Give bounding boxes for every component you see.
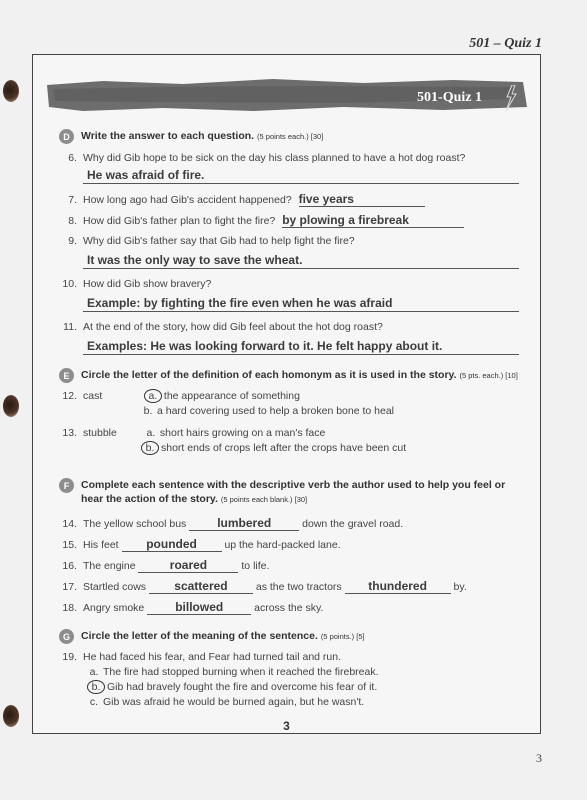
meaning-option: c. Gib was afraid he would be burned again, but he wasn't. bbox=[89, 696, 365, 708]
circled-option[interactable]: b. bbox=[87, 680, 105, 694]
answer-line: He was afraid of fire. bbox=[83, 167, 519, 184]
answer-blank: thundered bbox=[345, 579, 451, 594]
answer-line: Examples: He was looking forward to it. He felt happy about it. bbox=[83, 338, 519, 355]
answer-blank: billowed bbox=[147, 600, 251, 615]
question: 19. He had faced his fear, and Fear had turned tail and run. bbox=[62, 651, 342, 663]
section-heading: D Write the answer to each question. (5 points each.) [30] bbox=[59, 129, 529, 144]
question: 8. How did Gib's father plan to fight the fire? by plowing a firebreak bbox=[59, 213, 529, 228]
section-badge: F bbox=[59, 478, 74, 493]
meaning-option: a. The fire had stopped burning when it reached the firebreak. bbox=[89, 666, 379, 678]
section-g bbox=[59, 629, 529, 710]
question: 11. At the end of the story, how did Gib feel about the hot dog roast? bbox=[63, 321, 383, 333]
section-badge: G bbox=[59, 629, 74, 644]
section-badge: D bbox=[59, 129, 74, 144]
page-header-title: 501 – Quiz 1 bbox=[469, 36, 542, 51]
section-d bbox=[59, 129, 529, 355]
binder-hole bbox=[3, 705, 19, 727]
section-f bbox=[59, 478, 529, 615]
question: 6. Why did Gib hope to be sick on the day his class planned to have a hot dog roast? bbox=[68, 152, 466, 164]
homonym-option: b. a hard covering used to help a broken bone to heal bbox=[143, 405, 395, 417]
homonym-item: 12. cast a. the appearance of something bbox=[62, 390, 300, 402]
quiz-sheet bbox=[32, 54, 541, 734]
answer-blank: roared bbox=[138, 558, 238, 573]
section-heading: E Circle the letter of the definition of each homonym as it is used in the story. (5 pts. each.) [10] bbox=[59, 368, 529, 383]
sentence-item: 17. Startled cows scattered as the two tractors thundered by. bbox=[62, 579, 467, 593]
answer-blank: scattered bbox=[149, 579, 253, 594]
homonym-item: 13. stubble a. short hairs growing on a man's face bbox=[62, 427, 326, 439]
inner-page-number: 3 bbox=[283, 719, 290, 733]
homonym-option: b. short ends of crops left after the crops have been cut bbox=[59, 441, 529, 456]
binder-hole bbox=[3, 395, 19, 417]
section-heading: F Complete each sentence with the descriptive verb the author used to help you feel or hear the action of the story. (5 points each blank.) [30] bbox=[59, 478, 529, 507]
answer-blank: five years bbox=[299, 192, 425, 207]
sentence-item: 18. Angry smoke billowed across the sky. bbox=[62, 600, 324, 614]
sentence-item: 15. His feet pounded up the hard-packed lane. bbox=[62, 537, 341, 551]
lightning-icon bbox=[504, 85, 518, 111]
banner-title: 501-Quiz 1 bbox=[417, 90, 482, 105]
answer-line: Example: by fighting the fire even when he was afraid bbox=[83, 295, 519, 312]
answer-blank: lumbered bbox=[189, 516, 299, 531]
question: 9. Why did Gib's father say that Gib had to help fight the fire? bbox=[68, 235, 355, 247]
circled-option[interactable]: a. bbox=[144, 389, 162, 403]
sentence-item: 16. The engine roared to life. bbox=[62, 558, 270, 572]
section-badge: E bbox=[59, 368, 74, 383]
answer-blank: pounded bbox=[122, 537, 222, 552]
sentence-item: 14. The yellow school bus lumbered down the gravel road. bbox=[62, 516, 404, 530]
binder-hole bbox=[3, 80, 19, 102]
question: 10. How did Gib show bravery? bbox=[62, 278, 212, 290]
question: 7. How long ago had Gib's accident happened? five years bbox=[59, 192, 529, 207]
answer-blank: by plowing a firebreak bbox=[282, 213, 464, 228]
circled-option[interactable]: b. bbox=[141, 441, 159, 455]
page-number: 3 bbox=[536, 751, 542, 765]
answer-line: It was the only way to save the wheat. bbox=[83, 252, 519, 269]
section-heading: G Circle the letter of the meaning of the sentence. (5 points.) [5] bbox=[59, 629, 529, 644]
meaning-option: b. Gib had bravely fought the fire and overcome his fear of it. bbox=[59, 680, 529, 695]
section-e bbox=[59, 368, 529, 456]
